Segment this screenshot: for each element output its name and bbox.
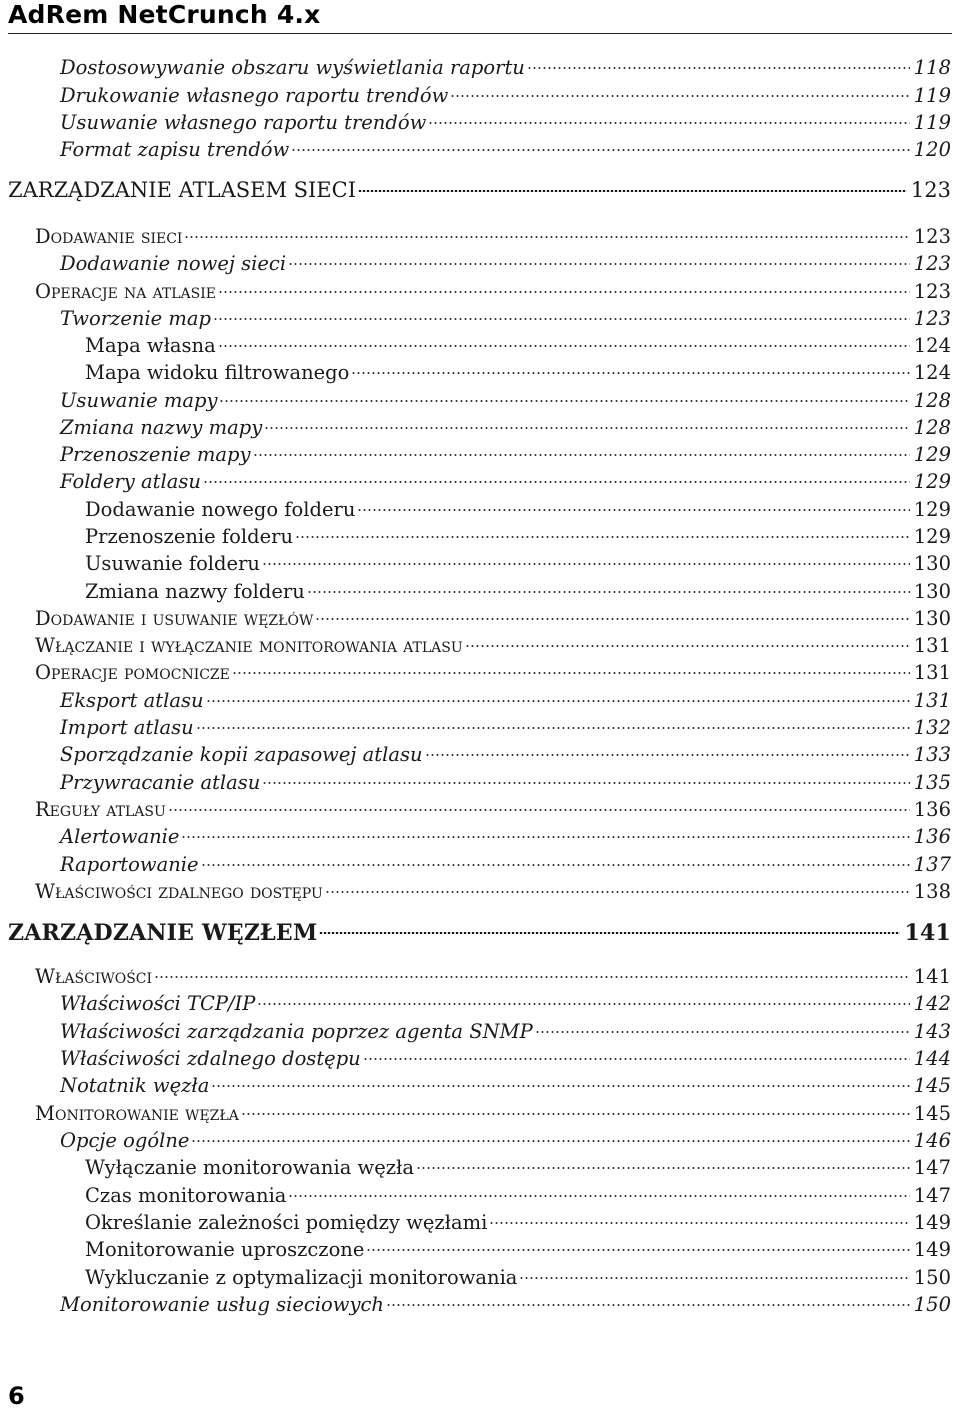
toc-entry-title: Operacje pomocnicze bbox=[35, 661, 230, 684]
toc-entry-page: 129 bbox=[913, 525, 951, 548]
toc-entry bbox=[0, 1211, 951, 1235]
toc-entry-page: 119 bbox=[913, 84, 951, 107]
toc-entry-title: Monitorowanie uproszczone bbox=[85, 1238, 365, 1261]
toc-entry bbox=[0, 1047, 951, 1071]
toc-entry-page: 143 bbox=[913, 1020, 951, 1043]
toc-entry-title: Alertowanie bbox=[60, 825, 180, 848]
toc-entry-page: 130 bbox=[913, 580, 951, 603]
toc-entry bbox=[0, 992, 951, 1016]
dot-leader bbox=[319, 932, 900, 934]
toc-entry-page: 118 bbox=[913, 56, 951, 79]
toc-entry-page: 123 bbox=[913, 280, 951, 303]
toc-entry bbox=[0, 853, 951, 877]
toc-entry-page: 131 bbox=[913, 661, 951, 684]
dot-leader bbox=[358, 190, 907, 192]
toc-entry-title: Włączanie i wyłączanie monitorowania atlasu bbox=[35, 634, 463, 657]
toc-entry bbox=[0, 1238, 951, 1262]
toc-entry bbox=[0, 525, 951, 549]
toc-entry bbox=[0, 389, 951, 413]
toc-entry-page: 131 bbox=[913, 634, 951, 657]
dot-leader bbox=[295, 536, 910, 538]
toc-entry bbox=[0, 771, 951, 795]
toc-entry-page: 137 bbox=[913, 853, 951, 876]
toc-entry bbox=[0, 280, 951, 304]
dot-leader bbox=[315, 618, 909, 620]
dot-leader bbox=[191, 1140, 909, 1142]
dot-leader bbox=[425, 754, 910, 756]
toc-entry bbox=[0, 1129, 951, 1153]
toc-entry-page: 144 bbox=[913, 1047, 951, 1070]
toc-entry bbox=[0, 825, 951, 849]
toc-entry bbox=[0, 361, 951, 385]
toc-entry-title: Czas monitorowania bbox=[85, 1184, 287, 1207]
toc-entry bbox=[0, 634, 951, 658]
dot-leader bbox=[519, 1277, 909, 1279]
toc-entry-title: Dodawanie nowej sieci bbox=[60, 252, 287, 275]
toc-entry bbox=[0, 921, 951, 945]
toc-entry-page: 146 bbox=[913, 1129, 951, 1152]
dot-leader bbox=[351, 372, 909, 374]
toc-entry bbox=[0, 743, 951, 767]
toc-entry-page: 128 bbox=[913, 416, 951, 439]
toc-entry-page: 123 bbox=[913, 225, 951, 248]
dot-leader bbox=[325, 891, 910, 893]
toc-entry-page: 123 bbox=[913, 252, 951, 275]
toc-entry-title: Import atlasu bbox=[60, 716, 194, 739]
toc-entry-title: Przenoszenie folderu bbox=[85, 525, 294, 548]
dot-leader bbox=[201, 864, 910, 866]
toc-entry bbox=[0, 880, 951, 904]
toc-entry-page: 132 bbox=[913, 716, 951, 739]
toc-entry-title: Wyłączanie monitorowania węzła bbox=[85, 1156, 414, 1179]
toc-entry-title: Notatnik węzła bbox=[60, 1074, 210, 1097]
toc-entry-page: 124 bbox=[913, 361, 951, 384]
toc-entry bbox=[0, 552, 951, 576]
toc-entry-title: Format zapisu trendów bbox=[60, 138, 290, 161]
dot-leader bbox=[154, 976, 910, 978]
dot-leader bbox=[203, 481, 910, 483]
dot-leader bbox=[206, 700, 910, 702]
toc-entry-title: Tworzenie map bbox=[60, 307, 212, 330]
toc-entry-page: 150 bbox=[913, 1266, 951, 1289]
toc-entry-title: Opcje ogólne bbox=[60, 1129, 190, 1152]
dot-leader bbox=[416, 1167, 910, 1169]
toc-entry-page: 130 bbox=[913, 607, 951, 630]
toc-entry-page: 145 bbox=[913, 1074, 951, 1097]
toc-entry-page: 123 bbox=[910, 178, 951, 202]
toc-entry bbox=[0, 178, 951, 202]
dot-leader bbox=[262, 563, 910, 565]
page-header-title: AdRem NetCrunch 4.x bbox=[8, 0, 321, 29]
toc-entry-title: Dodawanie i usuwanie węzłów bbox=[35, 607, 314, 630]
toc-entry-title: Operacje na atlasie bbox=[35, 280, 217, 303]
dot-leader bbox=[241, 1113, 910, 1115]
toc-entry-title: Monitorowanie usług sieciowych bbox=[60, 1293, 384, 1316]
toc-entry bbox=[0, 1020, 951, 1044]
toc-entry-title: Właściwości zdalnego dostępu bbox=[60, 1047, 361, 1070]
toc-entry bbox=[0, 111, 951, 135]
toc-entry bbox=[0, 1102, 951, 1126]
dot-leader bbox=[535, 1031, 910, 1033]
dot-leader bbox=[262, 782, 909, 784]
toc-entry-page: 128 bbox=[913, 389, 951, 412]
toc-entry-page: 141 bbox=[913, 965, 951, 988]
dot-leader bbox=[450, 95, 909, 97]
toc-entry bbox=[0, 334, 951, 358]
dot-leader bbox=[219, 400, 909, 402]
dot-leader bbox=[307, 591, 910, 593]
toc-entry-title: Zmiana nazwy folderu bbox=[85, 580, 305, 603]
dot-leader bbox=[257, 1003, 909, 1005]
dot-leader bbox=[527, 67, 910, 69]
toc-entry-title: Reguły atlasu bbox=[35, 798, 166, 821]
toc-entry-title: ZARZĄDZANIE WĘZŁEM bbox=[8, 920, 318, 946]
toc-entry bbox=[0, 307, 951, 331]
toc-entry-page: 149 bbox=[913, 1238, 951, 1261]
toc-entry bbox=[0, 580, 951, 604]
toc-entry-page: 136 bbox=[913, 825, 951, 848]
toc-entry-title: Usuwanie folderu bbox=[85, 552, 260, 575]
toc-entry-page: 138 bbox=[913, 880, 951, 903]
toc-entry-title: Wykluczanie z optymalizacji monitorowania bbox=[85, 1266, 518, 1289]
toc-entry-page: 135 bbox=[913, 771, 951, 794]
page-number: 6 bbox=[8, 1382, 25, 1410]
dot-leader bbox=[211, 1085, 909, 1087]
toc-entry-page: 136 bbox=[913, 798, 951, 821]
toc-entry-title: Eksport atlasu bbox=[60, 689, 204, 712]
toc-entry bbox=[0, 498, 951, 522]
toc-entry-page: 141 bbox=[904, 920, 951, 946]
toc-entry-title: ZARZĄDZANIE ATLASEM SIECI bbox=[8, 178, 356, 202]
dot-leader bbox=[184, 236, 909, 238]
toc-entry-title: Foldery atlasu bbox=[60, 470, 201, 493]
toc-entry-title: Monitorowanie węzła bbox=[35, 1102, 239, 1125]
toc-entry-title: Określanie zależności pomiędzy węzłami bbox=[85, 1211, 488, 1234]
dot-leader bbox=[168, 809, 910, 811]
toc-entry-title: Dostosowywanie obszaru wyświetlania raportu bbox=[60, 56, 525, 79]
dot-leader bbox=[213, 318, 910, 320]
toc-entry bbox=[0, 84, 951, 108]
toc-entry bbox=[0, 138, 951, 162]
toc-entry-title: Przywracanie atlasu bbox=[60, 771, 261, 794]
toc-entry-page: 149 bbox=[913, 1211, 951, 1234]
toc-entry-title: Właściwości TCP/IP bbox=[60, 992, 256, 1015]
toc-entry-title: Właściwości bbox=[35, 965, 153, 988]
dot-leader bbox=[196, 727, 910, 729]
toc-entry-title: Mapa własna bbox=[85, 334, 216, 357]
toc-entry bbox=[0, 607, 951, 631]
toc-entry-page: 129 bbox=[913, 443, 951, 466]
toc-entry-title: Właściwości zdalnego dostępu bbox=[35, 880, 323, 903]
toc-entry-title: Drukowanie własnego raportu trendów bbox=[60, 84, 449, 107]
toc-entry-page: 129 bbox=[913, 498, 951, 521]
toc-entry-title: Raportowanie bbox=[60, 853, 199, 876]
toc-entry-title: Zmiana nazwy mapy bbox=[60, 416, 263, 439]
toc-entry-title: Mapa widoku filtrowanego bbox=[85, 361, 350, 384]
dot-leader bbox=[288, 263, 910, 265]
dot-leader bbox=[288, 1195, 909, 1197]
dot-leader bbox=[489, 1222, 909, 1224]
dot-leader bbox=[428, 122, 909, 124]
toc-entry-title: Dodawanie sieci bbox=[35, 225, 183, 248]
toc-entry bbox=[0, 1266, 951, 1290]
toc-entry bbox=[0, 416, 951, 440]
toc-entry-title: Usuwanie własnego raportu trendów bbox=[60, 111, 427, 134]
toc-entry bbox=[0, 443, 951, 467]
toc-entry-page: 145 bbox=[913, 1102, 951, 1125]
toc-entry-page: 123 bbox=[913, 307, 951, 330]
toc-entry bbox=[0, 56, 951, 80]
dot-leader bbox=[366, 1249, 909, 1251]
toc-entry-title: Właściwości zarządzania poprzez agenta SNMP bbox=[60, 1020, 533, 1043]
dot-leader bbox=[465, 645, 910, 647]
toc-entry-title: Sporządzanie kopii zapasowej atlasu bbox=[60, 743, 423, 766]
toc-entry bbox=[0, 661, 951, 685]
toc-entry bbox=[0, 1293, 951, 1317]
toc-entry-page: 147 bbox=[913, 1184, 951, 1207]
dot-leader bbox=[181, 836, 909, 838]
dot-leader bbox=[264, 427, 910, 429]
toc-entry-page: 130 bbox=[913, 552, 951, 575]
toc-entry bbox=[0, 716, 951, 740]
dot-leader bbox=[386, 1304, 910, 1306]
dot-leader bbox=[218, 291, 910, 293]
dot-leader bbox=[253, 454, 910, 456]
toc-entry-page: 133 bbox=[913, 743, 951, 766]
toc-entry-title: Przenoszenie mapy bbox=[60, 443, 251, 466]
dot-leader bbox=[357, 509, 909, 511]
toc-entry bbox=[0, 1074, 951, 1098]
toc-entry-page: 119 bbox=[913, 111, 951, 134]
toc-entry-page: 142 bbox=[913, 992, 951, 1015]
toc-entry bbox=[0, 1184, 951, 1208]
toc-entry-page: 150 bbox=[913, 1293, 951, 1316]
toc-entry-title: Usuwanie mapy bbox=[60, 389, 218, 412]
toc-entry bbox=[0, 225, 951, 249]
dot-leader bbox=[363, 1058, 910, 1060]
toc-entry-page: 131 bbox=[913, 689, 951, 712]
toc-entry-page: 120 bbox=[913, 138, 951, 161]
toc-entry bbox=[0, 470, 951, 494]
dot-leader bbox=[291, 149, 910, 151]
dot-leader bbox=[218, 345, 910, 347]
toc-entry bbox=[0, 689, 951, 713]
toc-entry bbox=[0, 798, 951, 822]
toc-entry-page: 147 bbox=[913, 1156, 951, 1179]
toc-entry-title: Dodawanie nowego folderu bbox=[85, 498, 356, 521]
dot-leader bbox=[232, 672, 910, 674]
toc-entry bbox=[0, 965, 951, 989]
toc-entry-page: 124 bbox=[913, 334, 951, 357]
toc-entry-page: 129 bbox=[913, 470, 951, 493]
toc-entry bbox=[0, 252, 951, 276]
toc-entry bbox=[0, 1156, 951, 1180]
